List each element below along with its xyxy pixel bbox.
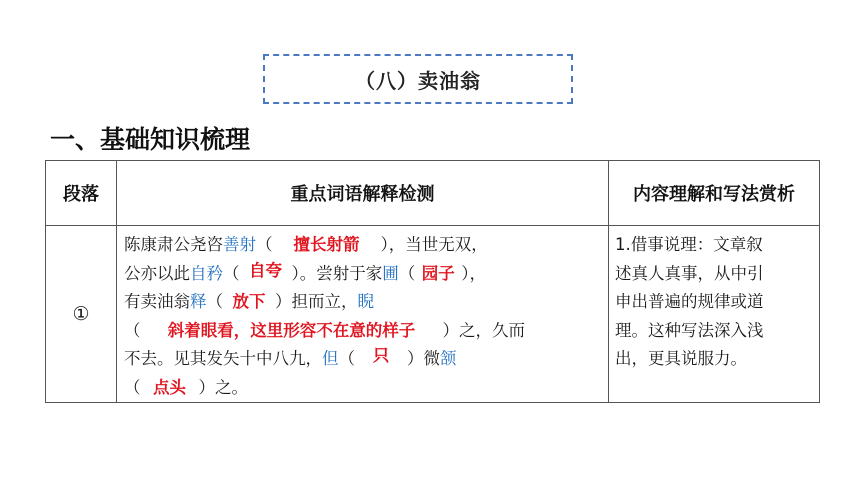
passage-text: （	[256, 235, 273, 254]
lesson-title-text: （八）卖油翁	[355, 68, 481, 93]
passage-text: （	[223, 263, 240, 283]
passage-text: 公亦以此	[124, 263, 190, 283]
passage-text: 不去。见其发矢十中八九，	[124, 349, 322, 368]
passage-line	[124, 345, 604, 374]
lesson-title	[263, 54, 573, 104]
keyword-pu: 圃	[382, 263, 399, 283]
table-row	[46, 226, 820, 403]
section-heading: 一、基础知识梳理	[50, 125, 251, 154]
analysis-line: 理。这种写法深入浅	[615, 320, 764, 340]
passage-text: ）之。	[198, 377, 248, 397]
answer-shanshe: 擅长射箭	[293, 235, 360, 254]
passage-text: （	[398, 263, 416, 283]
analysis-line: 申出普遍的规律或道	[615, 292, 764, 311]
passage-text: ）之，久而	[442, 320, 525, 340]
passage-text: 陈康肃公尧咨	[124, 235, 223, 254]
analysis-line: 述真人真事，从中引	[615, 263, 764, 283]
header-analysis: 内容理解和写法赏析	[609, 161, 820, 226]
keyword-zijin: 自矜	[190, 263, 223, 283]
passage-text: ）担而立，	[275, 292, 358, 311]
passage-text: ），当世无双，	[380, 235, 488, 254]
keyword-shanshe: 善射	[223, 235, 256, 254]
passage-line	[124, 231, 604, 260]
answer-dan: 只	[372, 346, 390, 365]
answer-shi: 放下	[232, 292, 266, 311]
keyword-shi: 释	[190, 292, 207, 311]
paragraph-number: ①	[46, 226, 117, 403]
analysis-cell	[609, 226, 820, 403]
answer-ni: 斜着眼看，这里形容不在意的样子	[167, 320, 416, 340]
passage-text: ）。尝射于家	[291, 263, 383, 283]
passage-text: ），	[461, 263, 486, 283]
knowledge-table	[45, 160, 820, 403]
table-header-row	[46, 161, 820, 226]
passage-line	[124, 317, 604, 346]
vocabulary-passage	[117, 226, 609, 403]
header-vocabulary: 重点词语解释检测	[117, 161, 609, 226]
analysis-line: 出，更具说服力。	[615, 349, 747, 368]
passage-text: （	[124, 377, 141, 397]
passage-line	[124, 260, 604, 289]
keyword-han: 颔	[440, 349, 457, 368]
passage-line	[124, 374, 604, 403]
answer-zijin: 自夸	[249, 260, 282, 280]
answer-pu: 园子	[421, 263, 455, 283]
analysis-line: 1.借事说理：文章叙	[615, 235, 763, 254]
passage-text: ）微	[407, 349, 440, 368]
passage-line	[124, 288, 604, 317]
passage-text: （	[338, 349, 355, 368]
keyword-dan: 但	[322, 349, 339, 368]
answer-han: 点头	[153, 377, 186, 397]
passage-text: （	[124, 320, 141, 340]
header-paragraph: 段落	[46, 161, 117, 226]
passage-text: 有卖油翁	[124, 292, 190, 311]
keyword-ni: 睨	[357, 292, 374, 311]
passage-text: （	[206, 292, 223, 311]
